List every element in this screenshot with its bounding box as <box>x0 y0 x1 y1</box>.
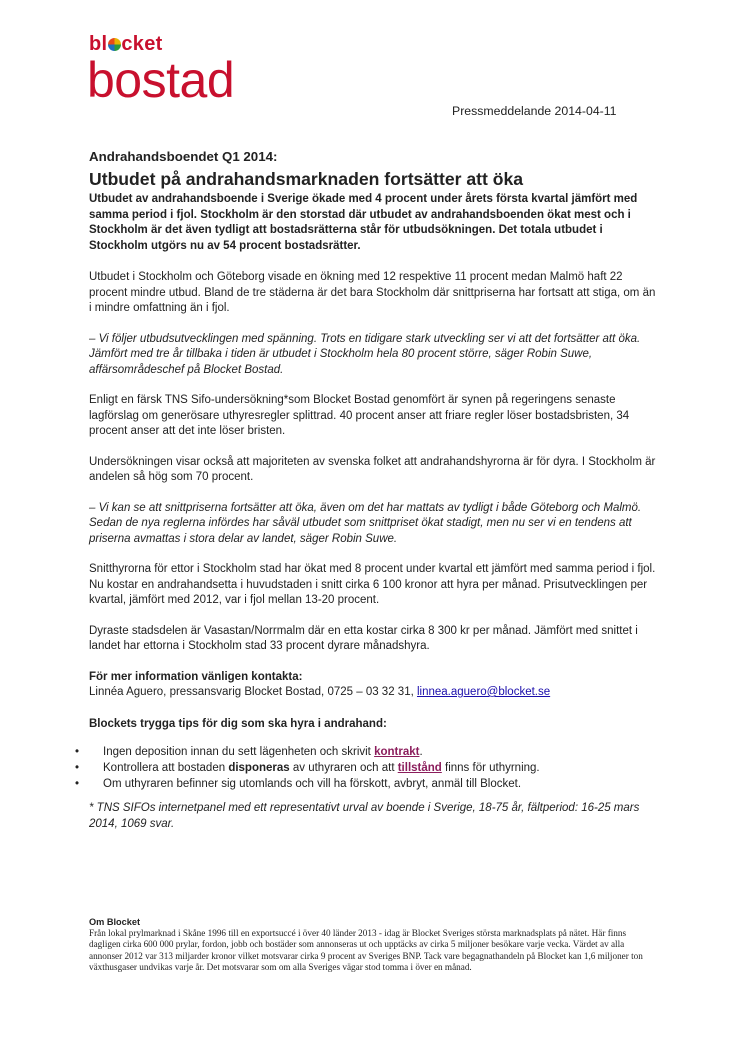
tips-heading: Blockets trygga tips för dig som ska hyra i andrahand: <box>89 717 387 730</box>
paragraph: Dyraste stadsdelen är Vasastan/Norrmalm där en etta kostar cirka 8 300 kr per månad. Jämfört med snittet i landet har ettorna i Stockholm stad 33 procent dyrare månadshyra. <box>89 624 638 652</box>
article <box>89 148 659 832</box>
list-item <box>75 744 659 760</box>
tip-text: Kontrollera att bostaden <box>103 762 229 774</box>
contact-line <box>89 685 659 701</box>
about-text: Från lokal prylmarknad i Skåne 1996 till en exportsuccé i över 40 länder 2013 - idag är Blocket Sveriges största marknadsplats på nätet. Här finns dagligen cirka 600 000 prylar, fordon, jobb och bostäder som annonseras ut och upptäcks av cirka 5 miljoner besökare varje vecka. Värdet av alla annonser 2012 var 313 miljarder kronor vilket motsvarar cirka 9 procent av Sveriges BNP. Tack vare begagnathandeln på Blocket kan 1,6 miljoner ton växthusgaser undvikas varje år. Det motsvarar som om alla Sveriges vägar stod tomma i över en månad. <box>89 928 643 972</box>
kicker: Andrahandsboendet Q1 2014: <box>89 149 278 164</box>
headline: Utbudet på andrahandsmarknaden fortsätter att öka <box>89 169 524 189</box>
tip-emphasis: disponeras <box>228 762 290 774</box>
paragraph: Utbudet i Stockholm och Göteborg visade en ökning med 12 respektive 11 procent medan Malmö haft 22 procent mindre utbud. Bland de tre städerna är det bara Stockholm där snittpriserna har fortsatt att stiga, om än i mindre omfattning än i fjol. <box>89 271 656 314</box>
quote-paragraph: – Vi kan se att snittpriserna fortsätter att öka, även om det har mattats av tydligt i både Göteborg och Malmö. Sedan de nya reglerna infördes har såväl utbudet som snittpriset ökat stadigt, men nu ser vi en tendens att priserna avmattas i stora delar av landet, säger Robin Suwe. <box>89 501 642 545</box>
footnote: * TNS SIFOs internetpanel med ett representativt urval av boende i Sverige, 18-75 år, fältperiod: 16-25 mars 2014, 1069 svar. <box>89 802 640 830</box>
lead-paragraph: Utbudet av andrahandsboende i Sverige ökade med 4 procent under årets första kvartal jämfört med samma period i fjol. Stockholm är den storstad där utbudet av andrahandsboenden ökat mest och i Stockholm är det även tydligt att bostadsrätterna står för utbudsökningen. Det totala utbudet i Stockholm utgörs nu av 54 procent bostadsrätter. <box>89 193 638 252</box>
tillstand-link[interactable]: tillstånd <box>397 762 442 774</box>
tip-text: Ingen deposition innan du sett lägenheten och skrivit <box>103 746 375 758</box>
paragraph: Enligt en färsk TNS Sifo-undersökning*som Blocket Bostad genomfört är synen på regeringens senaste lagförslag om generösare uthyresregler splittrad. 40 procent anser att friare regler löser bostadsbristen, 34 procent anser att det inte löser bristen. <box>89 394 630 437</box>
kontrakt-link[interactable]: kontrakt <box>374 746 420 758</box>
tip-text: . <box>419 746 423 758</box>
list-item <box>75 760 659 776</box>
paragraph: Snitthyrorna för ettor i Stockholm stad har ökat med 8 procent under kvartal ett jämfört med samma period i fjol. Nu kostar en andrahandsetta i huvudstaden i snitt cirka 6 100 kronor att hyra per månad. Prisutvecklingen per kvartal, jämfört med 2012, var i fjol mellan 13-20 procent. <box>89 563 656 606</box>
paragraph: Undersökningen visar också att majoriteten av svenska folket att andrahandshyrorna är för dyra. I Stockholm är andelen så hög som 70 procent. <box>89 455 656 483</box>
tip-text: av uthyraren och att <box>289 762 398 774</box>
about-heading: Om Blocket <box>89 917 141 927</box>
contact-email-link[interactable]: linnea.aguero@blocket.se <box>416 686 551 698</box>
about-section <box>89 917 649 973</box>
tips-list <box>75 744 659 792</box>
list-item: • Om uthyraren befinner sig utomlands och vill ha förskott, avbryt, anmäl till Blocket. <box>75 776 659 792</box>
logo-text-left: bl <box>89 33 108 55</box>
quote-paragraph: – Vi följer utbudsutvecklingen med spänning. Trots en tidigare stark utveckling ser vi att det fortsätter att öka. Jämfört med tre år tillbaka i tiden är utbudet i Stockholm hela 80 procent större, säger Robin Suwe, affärsområdeschef på Blocket Bostad. <box>89 332 641 376</box>
tip-text: finns för uthyrning. <box>441 762 540 774</box>
contact-heading: För mer information vänligen kontakta: <box>89 670 303 683</box>
contact-text: Linnéa Aguero, pressansvarig Blocket Bostad, 0725 – 03 32 31, <box>89 686 417 698</box>
bostad-logo: bostad <box>87 52 235 108</box>
press-release-date: Pressmeddelande 2014-04-11 <box>452 104 617 118</box>
logo-text-right: cket <box>121 33 163 55</box>
